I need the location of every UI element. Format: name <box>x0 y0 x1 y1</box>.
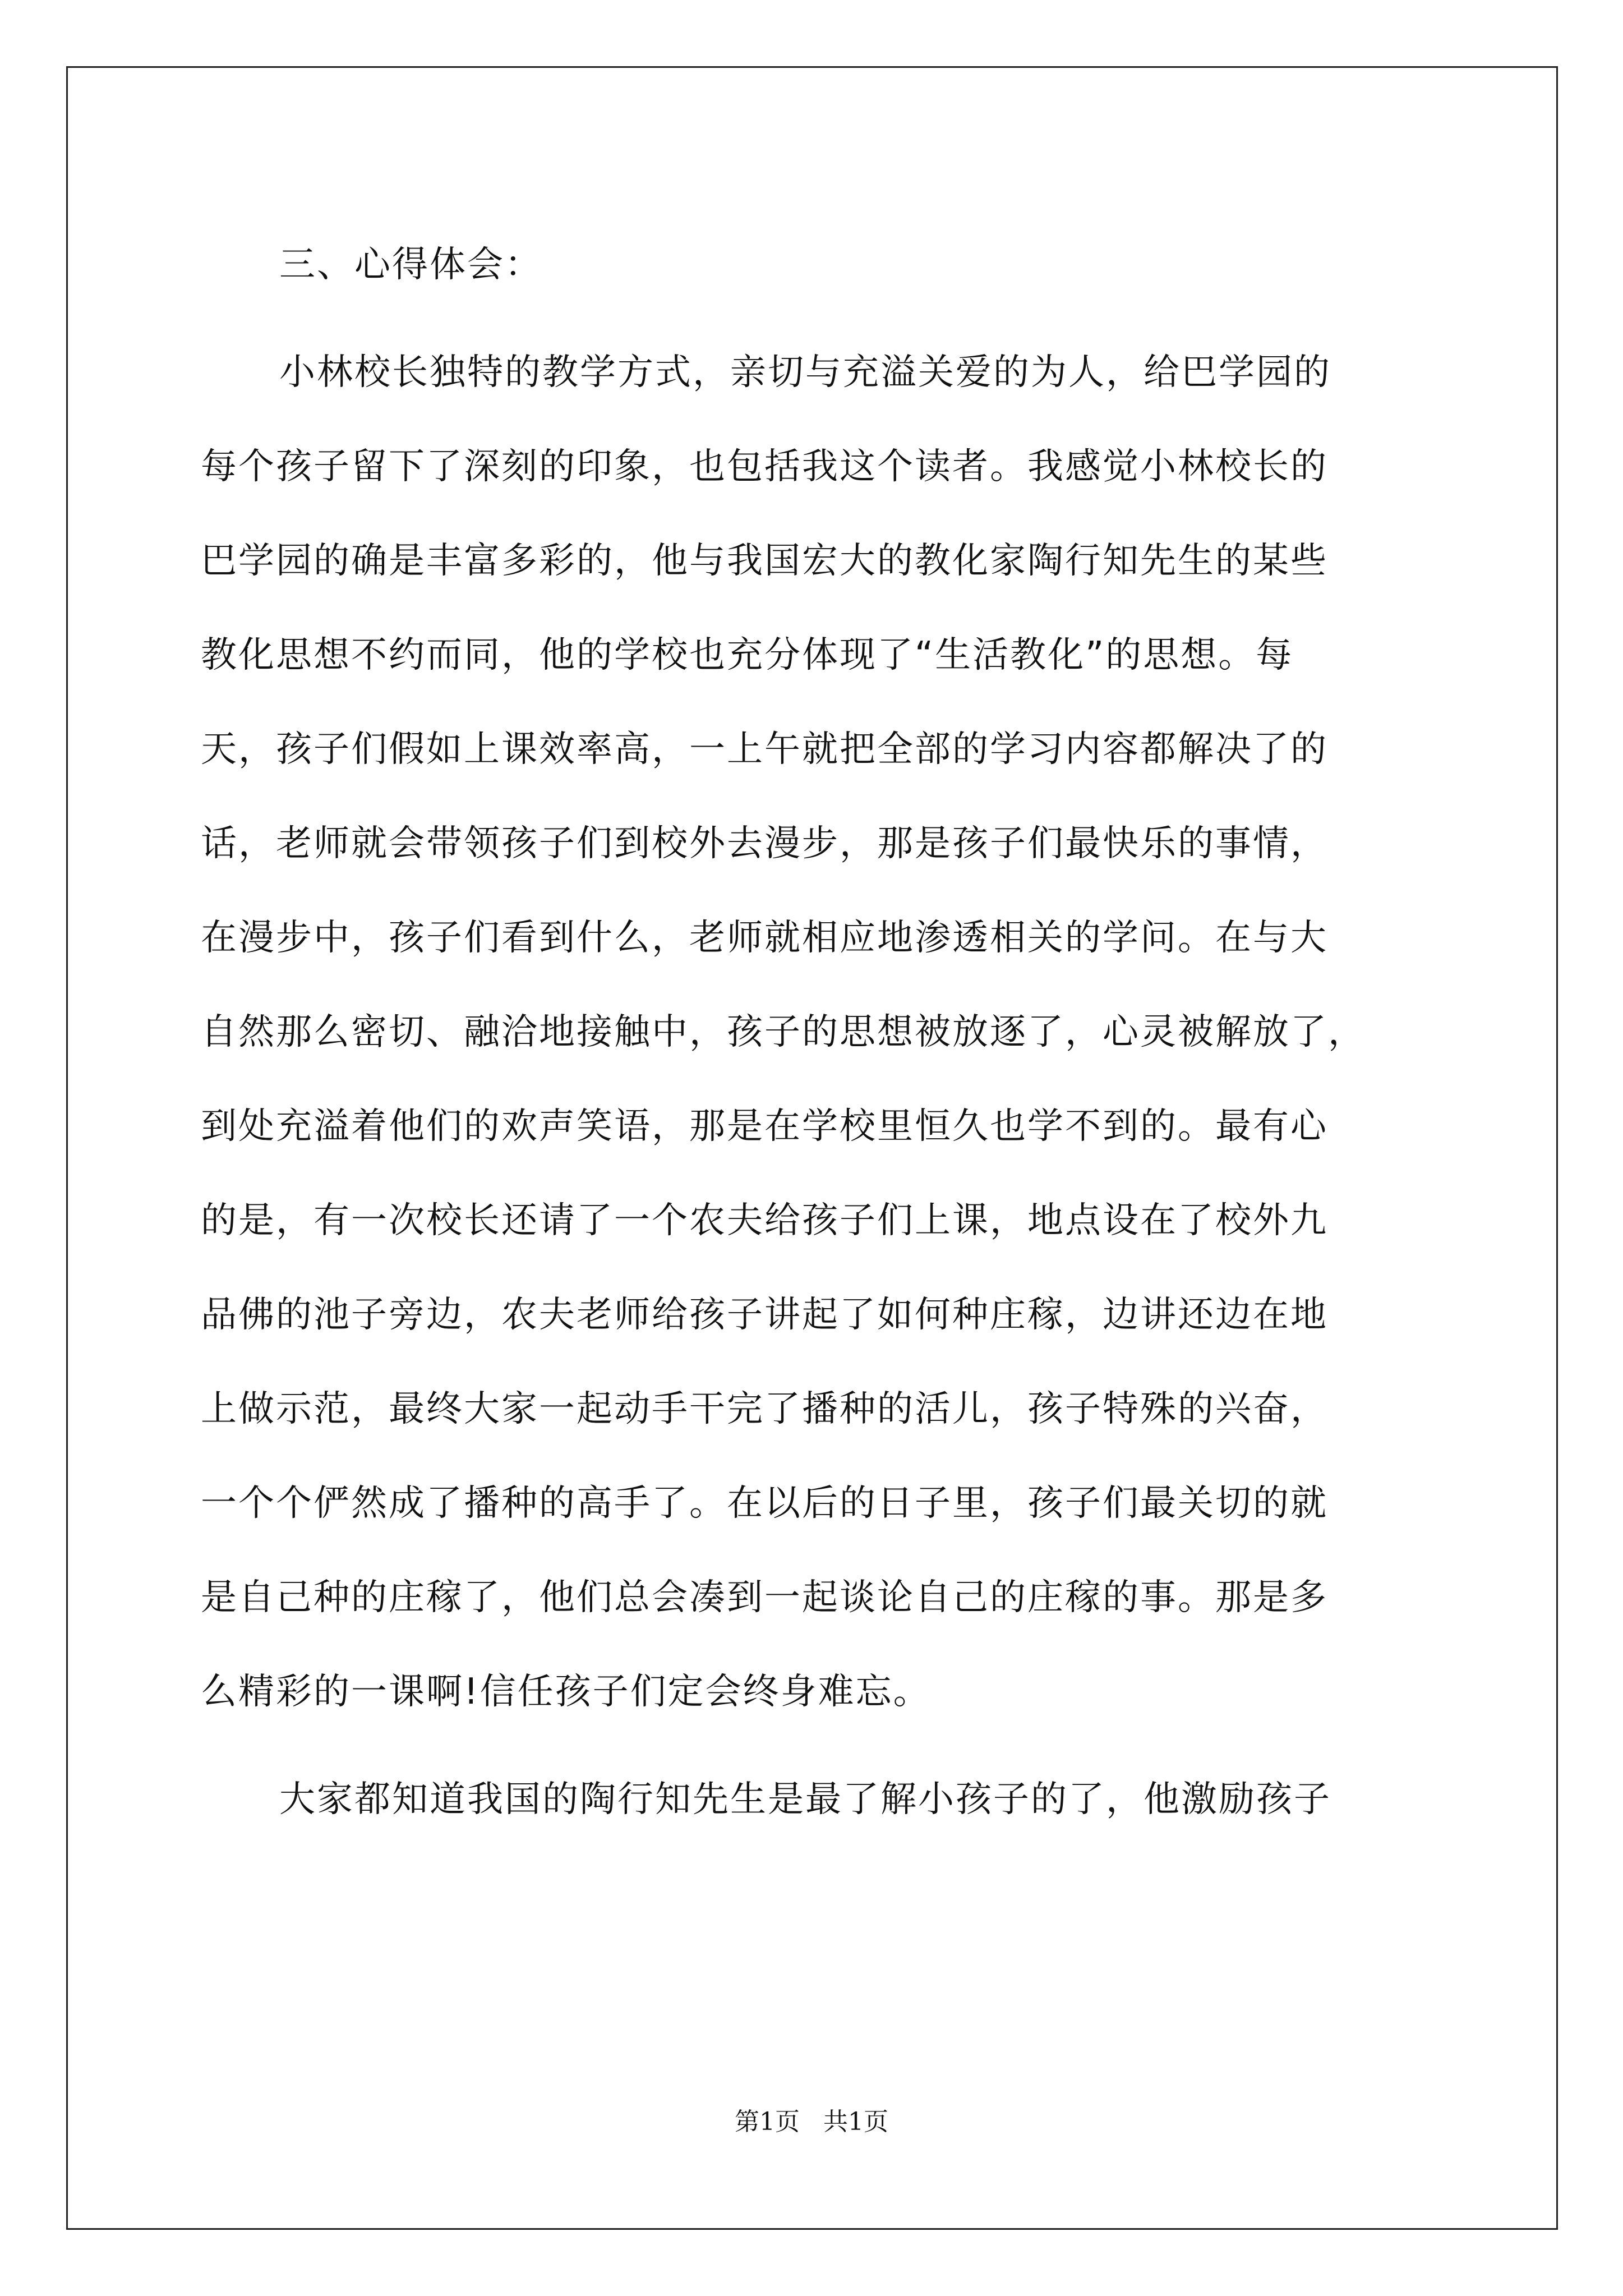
paragraph-1-line: 一个个俨然成了播种的高手了。在以后的日子里，孩子们最关切的就 <box>201 1483 1328 1524</box>
paragraph-1-line: 的是，有一次校长还请了一个农夫给孩子们上课，地点设在了校外九 <box>201 1200 1328 1241</box>
paragraph-1-line: 在漫步中，孩子们看到什么，老师就相应地渗透相关的学问。在与大 <box>201 917 1328 959</box>
paragraph-spacer <box>201 1739 1418 1752</box>
section-heading: 三、心得体会： <box>279 244 542 286</box>
page-number-footer: 第1页 共1页 <box>735 2108 888 2136</box>
document-body <box>201 218 1418 1847</box>
paragraph-1-line: 到处充溢着他们的欢声笑语，那是在学校里恒久也学不到的。最有心 <box>201 1106 1328 1147</box>
paragraph-1-line: 品佛的池子旁边，农夫老师给孩子讲起了如何种庄稼，边讲还边在地 <box>201 1294 1328 1336</box>
paragraph-1-line: 是自己种的庄稼了，他们总会凑到一起谈论自己的庄稼的事。那是多 <box>201 1577 1328 1618</box>
paragraph-spacer <box>201 312 1418 325</box>
paragraph-1-line: 天，孩子们假如上课效率高，一上午就把全部的学习内容都解决了的 <box>201 729 1328 770</box>
paragraph-1-line: 每个孩子留下了深刻的印象，也包括我这个读者。我感觉小林校长的 <box>201 446 1328 487</box>
paragraph-1-line: 自然那么密切、融洽地接触中，孩子的思想被放逐了，心灵被解放了， <box>201 1011 1366 1053</box>
paragraph-1-line: 么精彩的一课啊!信任孩子们定会终身难忘。 <box>201 1671 931 1713</box>
paragraph-1-line: 教化思想不约而同，他的学校也充分体现了“生活教化”的思想。每 <box>201 634 1294 676</box>
paragraph-1-line: 巴学园的确是丰富多彩的，他与我国宏大的教化家陶行知先生的某些 <box>201 540 1328 582</box>
paragraph-1-line: 小林校长独特的教学方式，亲切与充溢关爱的为人，给巴学园的 <box>279 352 1331 393</box>
paragraph-1-line: 上做示范，最终大家一起动手干完了播种的活儿，孩子特殊的兴奋， <box>201 1388 1328 1430</box>
paragraph-2-line: 大家都知道我国的陶行知先生是最了解小孩子的了，他激励孩子 <box>279 1779 1331 1820</box>
paragraph-1-line: 话，老师就会带领孩子们到校外去漫步，那是孩子们最快乐的事情， <box>201 823 1328 864</box>
